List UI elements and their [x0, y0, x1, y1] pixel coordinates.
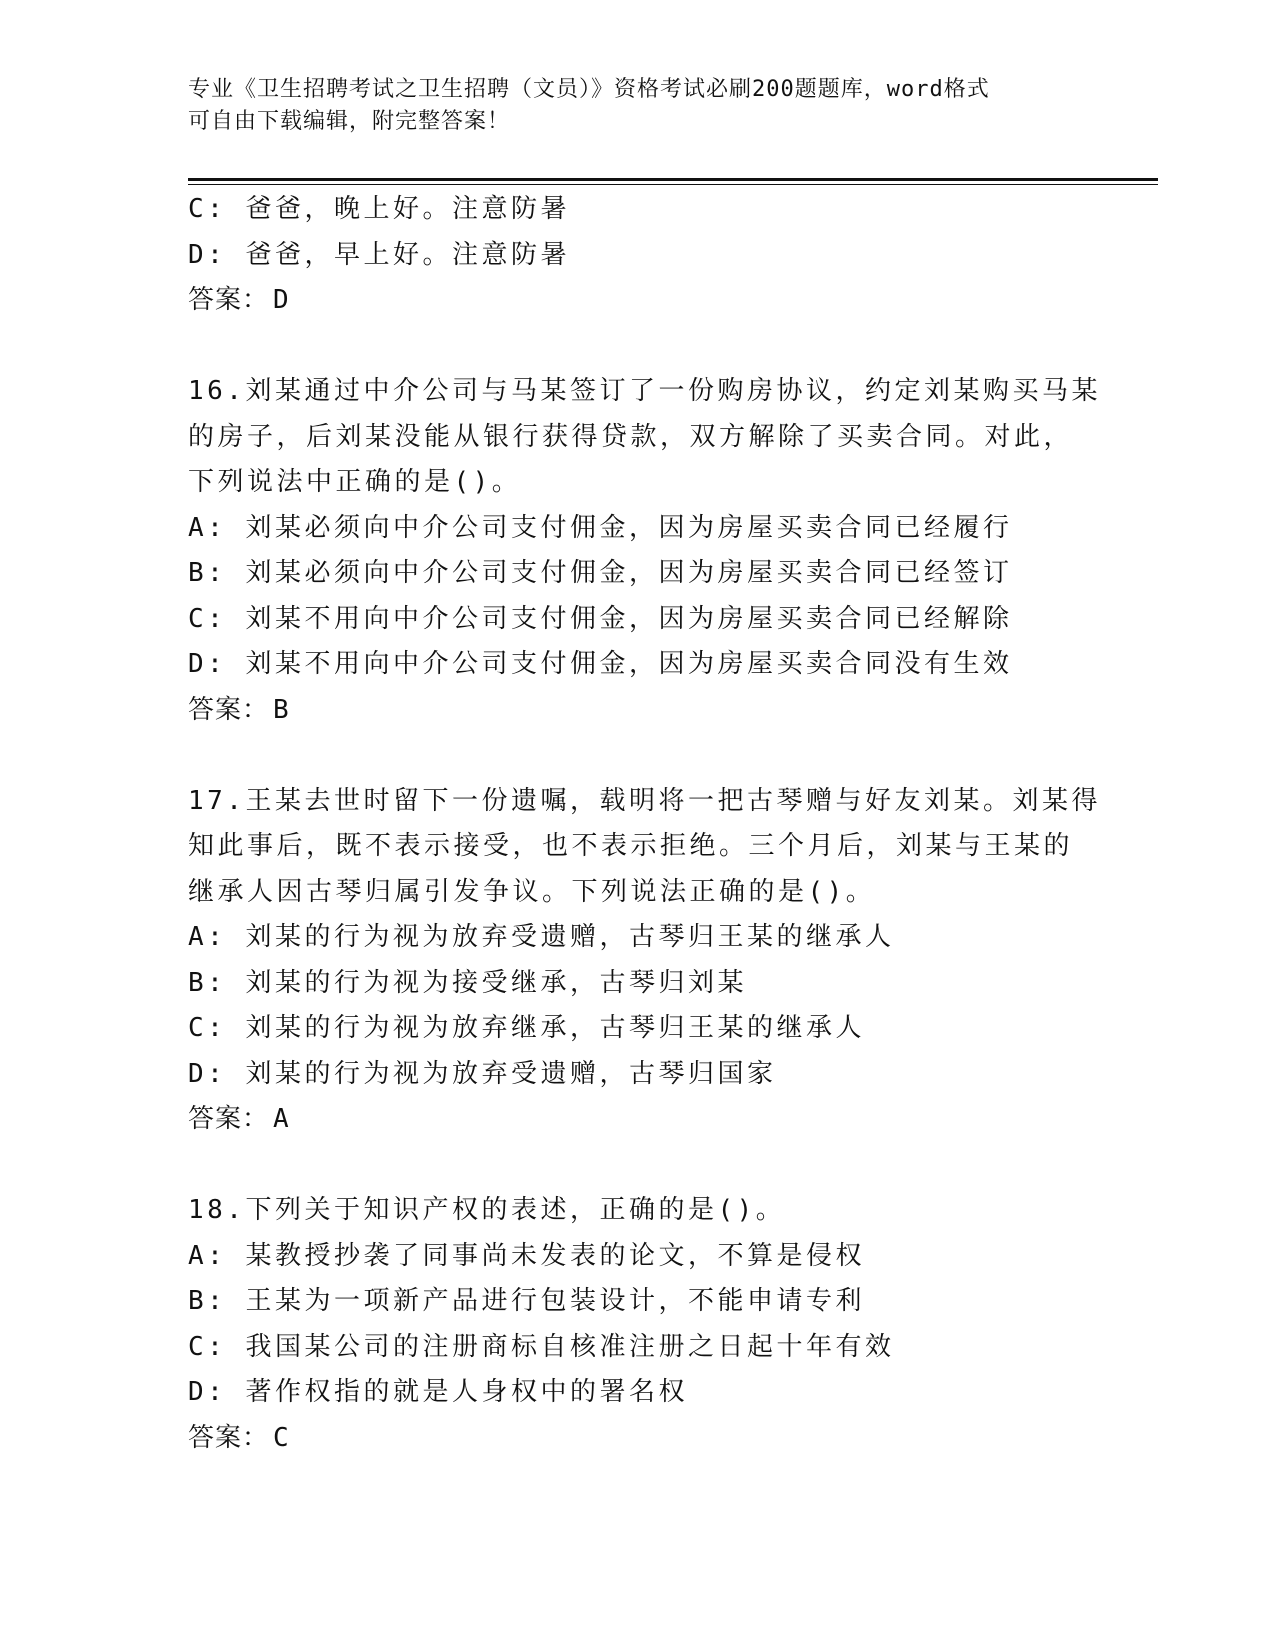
option-d: D: 刘某的行为视为放弃受遗赠，古琴归国家 — [188, 1058, 777, 1089]
question-stem-line: 18.下列关于知识产权的表述，正确的是()。 — [188, 1195, 786, 1225]
option-a: A: 刘某的行为视为放弃受遗赠，古琴归王某的继承人 — [188, 922, 895, 952]
question-16 — [188, 369, 1148, 733]
option-d: D: 刘某不用向中介公司支付佣金，因为房屋买卖合同没有生效 — [188, 649, 1013, 679]
answer-label: 答案： — [188, 285, 270, 315]
page-header — [188, 74, 1088, 138]
question-stem-line: 下列说法中正确的是()。 — [188, 467, 522, 497]
answer-label: 答案： — [188, 694, 270, 725]
question-stem-line: 17.王某去世时留下一份遗嘱，载明将一把古琴赠与好友刘某。刘某得 — [188, 785, 1101, 816]
answer-line — [188, 688, 1148, 734]
header-divider-thin — [188, 184, 1158, 185]
answer-label: 答案： — [188, 1422, 270, 1453]
header-title-line-1: 专业《卫生招聘考试之卫生招聘（文员）》资格考试必刷200题题库，word格式 — [188, 77, 990, 102]
answer-line — [188, 1416, 1148, 1462]
answer-value: A — [273, 1104, 290, 1134]
question-spacer — [188, 1143, 1148, 1189]
question-stem-line: 知此事后，既不表示接受，也不表示拒绝。三个月后，刘某与王某的 — [188, 831, 1074, 861]
question-15-tail — [188, 187, 1148, 324]
answer-label: 答案： — [188, 1104, 270, 1134]
question-spacer — [188, 324, 1148, 370]
question-content — [188, 187, 1148, 1461]
option-b: B: 刘某的行为视为接受继承，古琴归刘某 — [188, 967, 747, 998]
option-c: C: 刘某的行为视为放弃继承，古琴归王某的继承人 — [188, 1013, 865, 1043]
option-c: C: 刘某不用向中介公司支付佣金，因为房屋买卖合同已经解除 — [188, 603, 1013, 634]
option-a: A: 刘某必须向中介公司支付佣金，因为房屋买卖合同已经履行 — [188, 512, 1013, 543]
answer-value: B — [273, 694, 290, 725]
header-divider-thick — [188, 178, 1158, 181]
question-18 — [188, 1188, 1148, 1461]
question-17 — [188, 779, 1148, 1143]
option-c: C: 爸爸，晚上好。注意防暑 — [188, 194, 570, 224]
option-b: B: 刘某必须向中介公司支付佣金，因为房屋买卖合同已经签订 — [188, 558, 1013, 588]
question-stem-line: 的房子，后刘某没能从银行获得贷款，双方解除了买卖合同。对此， — [188, 421, 1074, 452]
option-a: A: 某教授抄袭了同事尚未发表的论文，不算是侵权 — [188, 1240, 865, 1271]
answer-line — [188, 1097, 1148, 1143]
question-spacer — [188, 733, 1148, 779]
header-title-line-2: 可自由下载编辑，附完整答案！ — [188, 109, 511, 134]
option-d: D: 著作权指的就是人身权中的署名权 — [188, 1377, 688, 1407]
question-stem-line: 16.刘某通过中介公司与马某签订了一份购房协议，约定刘某购买马某 — [188, 376, 1101, 406]
answer-line — [188, 278, 1148, 324]
option-d: D: 爸爸，早上好。注意防暑 — [188, 239, 570, 270]
option-b: B: 王某为一项新产品进行包装设计，不能申请专利 — [188, 1286, 865, 1316]
answer-value: C — [273, 1422, 290, 1453]
option-c: C: 我国某公司的注册商标自核准注册之日起十年有效 — [188, 1331, 895, 1362]
answer-value: D — [273, 285, 290, 315]
question-stem-line: 继承人因古琴归属引发争议。下列说法正确的是()。 — [188, 876, 876, 907]
